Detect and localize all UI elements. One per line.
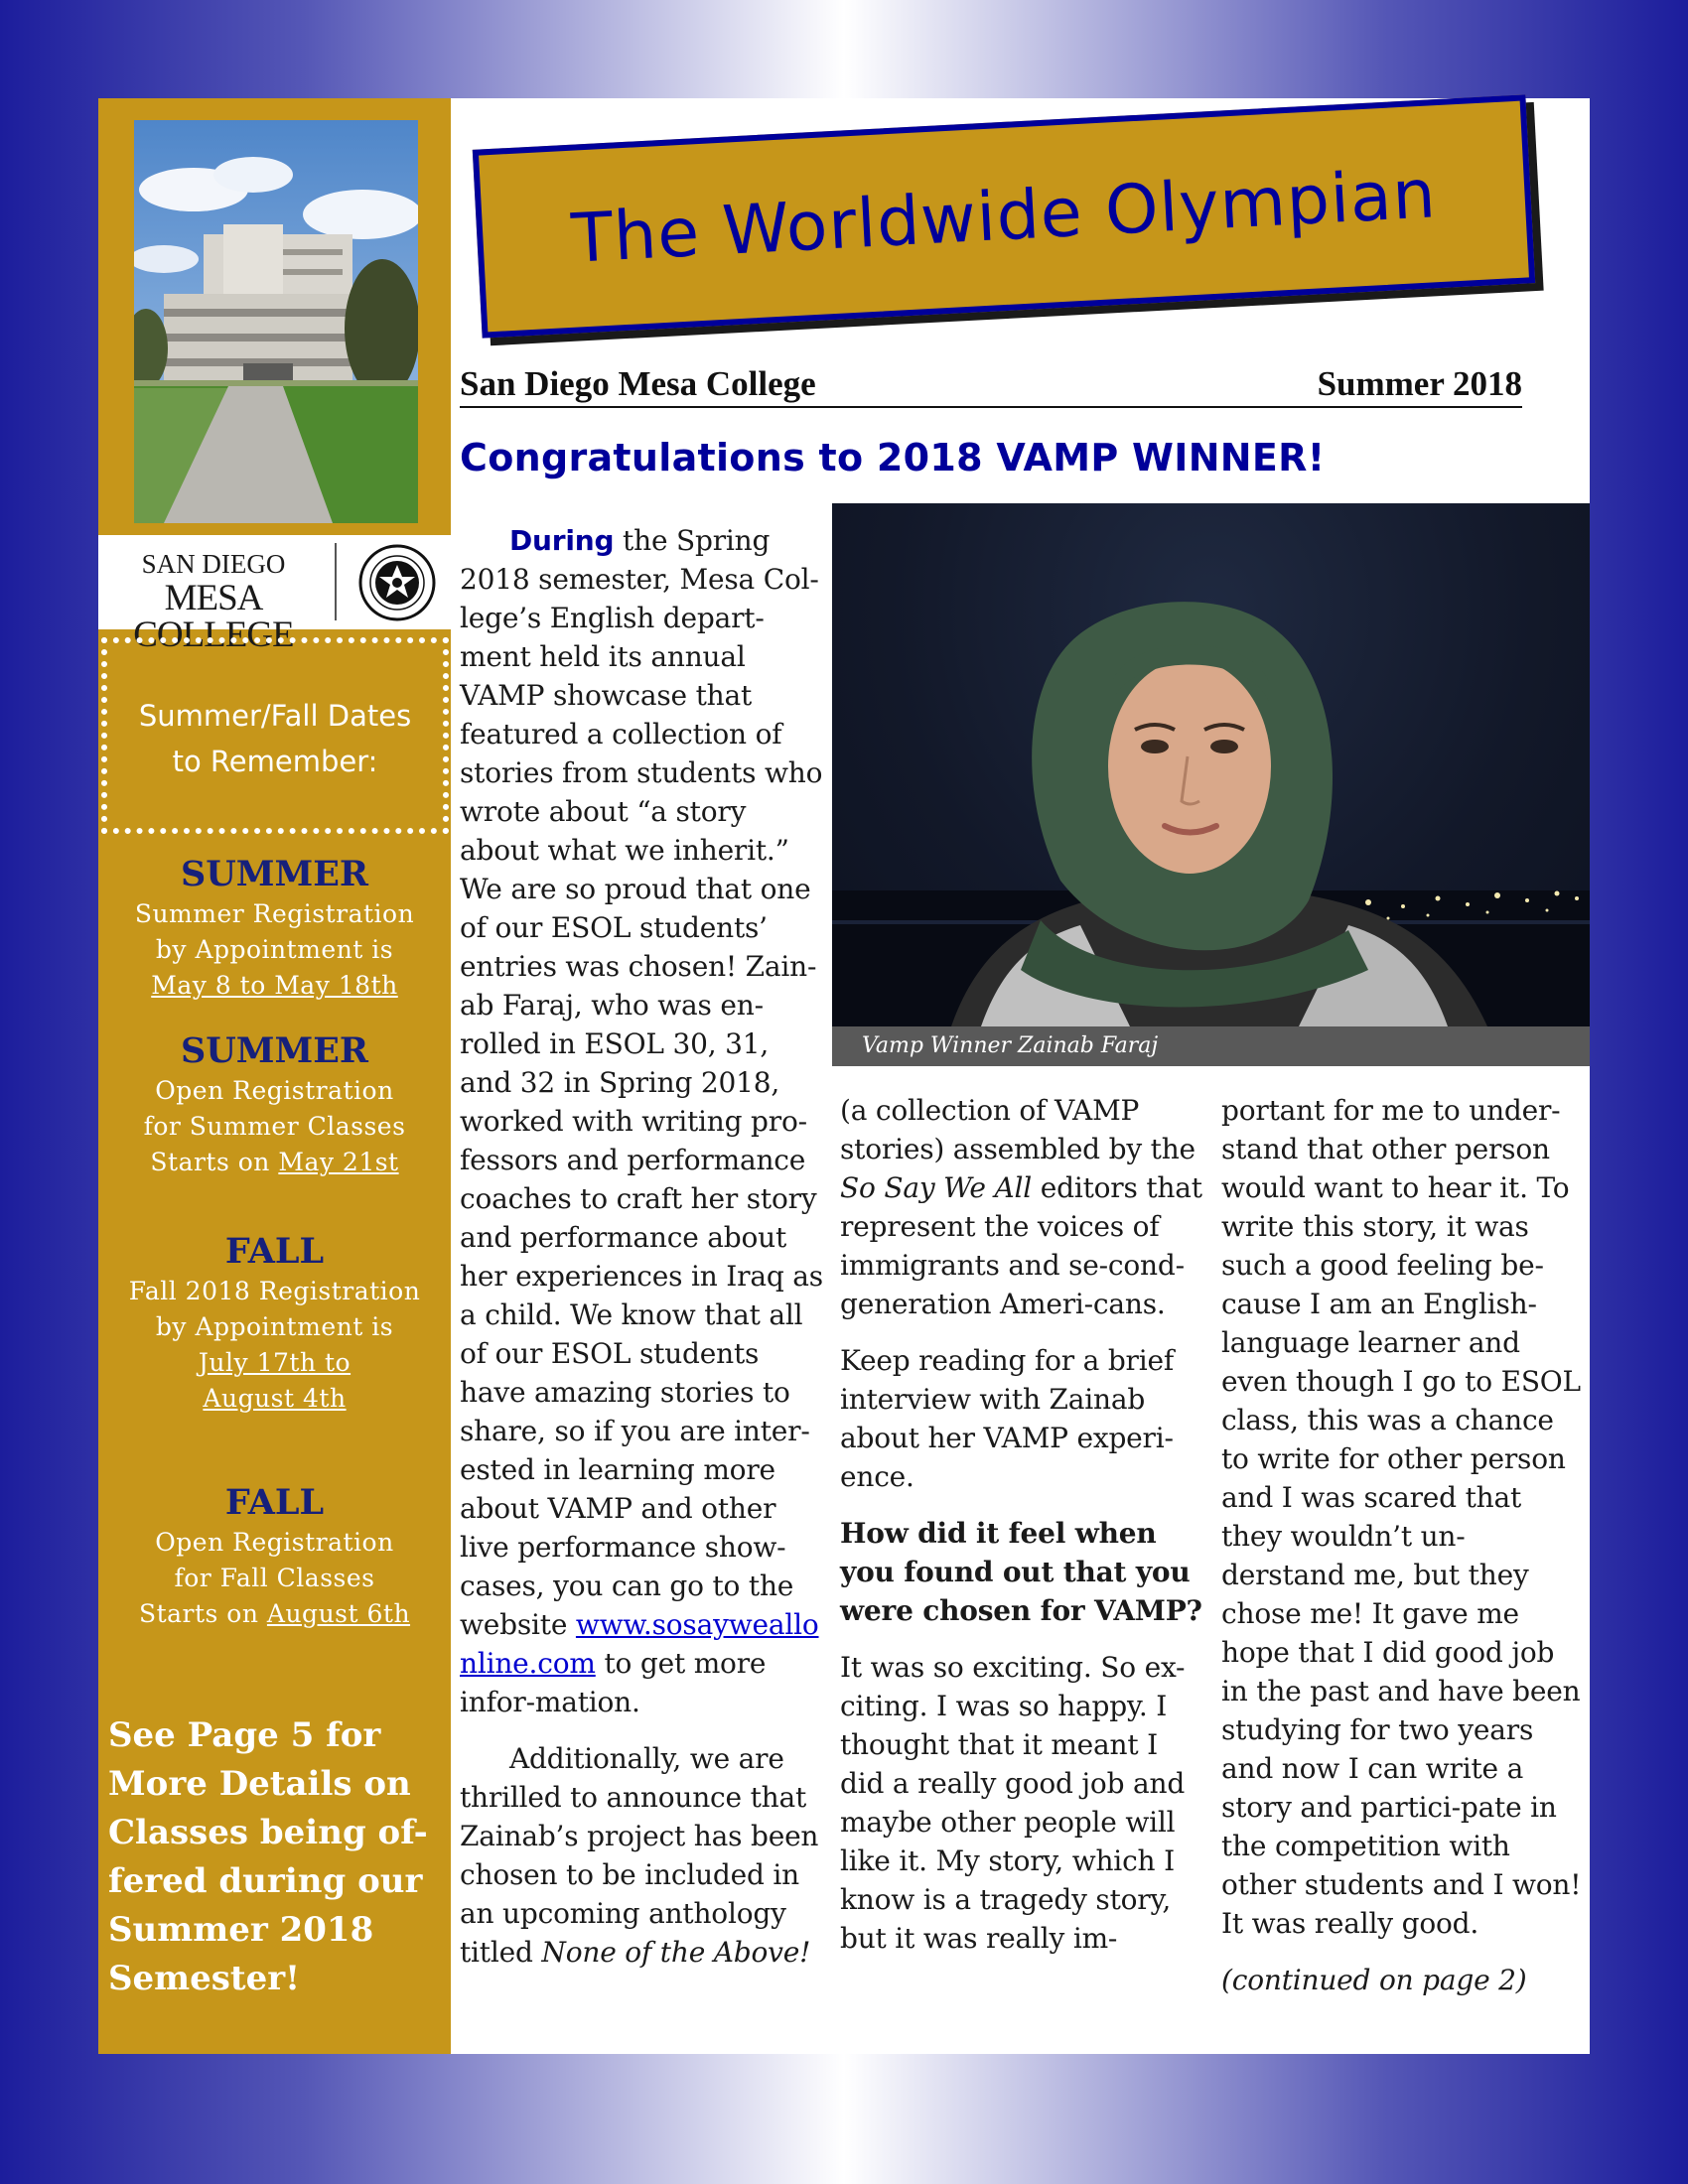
block-date: May 21st: [278, 1148, 399, 1176]
col2-paragraph-2: Keep reading for a brief interview with Zainab about her VAMP experi-ence.: [840, 1344, 1175, 1493]
dates-heading-line-2: to Remember:: [172, 745, 378, 778]
block-line: by Appointment is: [155, 935, 394, 964]
newsletter-title: The Worldwide Olympian: [569, 154, 1439, 279]
block-heading: SUMMER: [180, 854, 369, 894]
photo-caption: Vamp Winner Zainab Faraj: [832, 1026, 1590, 1066]
anthology-title: None of the Above!: [541, 1936, 811, 1969]
block-prefix: Starts on: [150, 1148, 279, 1176]
block-date: May 8 to May 18th: [151, 971, 398, 1000]
college-seal-icon: [358, 544, 436, 621]
block-line: Fall 2018 Registration: [128, 1277, 421, 1305]
dates-heading-line-1: Summer/Fall Dates: [138, 699, 412, 733]
interview-question: How did it feel when you found out that you were chosen for VAMP?: [840, 1517, 1202, 1627]
block-date: July 17th to: [198, 1348, 352, 1377]
logo-line-2: MESA COLLEGE: [133, 578, 294, 655]
block-line: Open Registration: [155, 1076, 394, 1105]
so-say-we-all-title: So Say We All: [840, 1171, 1033, 1204]
college-name: San Diego Mesa College: [460, 364, 816, 403]
masthead: [460, 362, 1522, 408]
col3-text: portant for me to under-stand that other person would want to hear it. To write this story, it was such a good feeling be-cause I am an English-language learner and even though I go to ESOL class, this was a chance to write for other person and I was scared that they wouldn’t un-derstand me, but they chose me! It gave me hope that I did good job in the past and have been studying for two years and now I can write a story and partici-pate in the competition with other students and I won! It was really good.: [1221, 1094, 1582, 1940]
block-date: August 6th: [266, 1599, 411, 1628]
col2-paragraph-1: (a collection of VAMP stories) assembled by the: [840, 1094, 1196, 1165]
col2-paragraph-1-end: editors that represent the voices of immigrants and se-cond-generation Ameri-cans.: [840, 1171, 1202, 1320]
title-banner: [473, 94, 1535, 338]
summer-open-block: [98, 1029, 451, 1180]
interview-answer: It was so exciting. So ex-citing. I was so happy. I thought that it meant I did a really good job and maybe other people will like it. My story, which I know is a tragedy story, but it was really im-: [840, 1651, 1186, 1955]
fall-open-block: [98, 1481, 451, 1632]
winner-portrait-photo: [832, 503, 1590, 1026]
summer-appointment-block: [98, 853, 451, 1004]
fall-appointment-block: [98, 1230, 451, 1417]
article-paragraph-1-end: to get more infor-mation.: [460, 1647, 767, 1718]
block-heading: FALL: [224, 1231, 325, 1272]
logo-divider: [335, 543, 337, 620]
block-line: for Fall Classes: [174, 1564, 375, 1592]
block-line: Summer Registration: [134, 899, 415, 928]
mesa-college-logo: [98, 535, 451, 655]
block-line: Open Registration: [155, 1528, 394, 1557]
newsletter-page: [98, 98, 1590, 2054]
logo-line-1: SAN DIEGO: [141, 549, 286, 579]
campus-building-photo: [134, 120, 418, 523]
article-column-2: [840, 1091, 1203, 1976]
article-lead-word: During: [509, 524, 615, 557]
dates-to-remember-box: [101, 637, 449, 834]
block-heading: FALL: [224, 1482, 325, 1523]
sosaywealll-link[interactable]: www.sosayweallonline.com: [460, 1608, 819, 1680]
continued-note: (continued on page 2): [1221, 1964, 1527, 1996]
block-date: August 4th: [203, 1384, 347, 1413]
article-paragraph-1: the Spring 2018 semester, Mesa Col-lege’s English depart-ment held its annual VAMP showcase that featured a collection of stories from students who wrote about “a story about what we inherit.” We are so proud that one of our ESOL students’ entries was chosen! Zain-ab Faraj, who was en-rolled in ESOL 30, 31, and 32 in Spring 2018, worked with writing pro-fessors and performance coaches to craft her story and performance about her experiences in Iraq as a child. We know that all of our ESOL students have amazing stories to share, so if you are inter-ested in learning more about VAMP and other live performance show-cases, you can go to the website: [460, 524, 823, 1641]
article-headline: Congratulations to 2018 VAMP WINNER!: [460, 436, 1326, 479]
block-line: for Summer Classes: [143, 1112, 406, 1141]
article-column-3: [1221, 1091, 1585, 2017]
article-column-1: [460, 521, 827, 1989]
article-paragraph-2: Additionally, we are thrilled to announce that Zainab’s project has been chosen to be included in an upcoming anthology titled: [460, 1742, 819, 1969]
sidebar: [98, 98, 451, 2054]
issue-label: Summer 2018: [1317, 364, 1522, 403]
block-prefix: Starts on: [138, 1599, 267, 1628]
block-heading: SUMMER: [180, 1030, 369, 1071]
see-page-note: See Page 5 for More Details on Classes being of-fered during our Summer 2018 Semester!: [108, 1715, 428, 1998]
block-line: by Appointment is: [155, 1312, 394, 1341]
